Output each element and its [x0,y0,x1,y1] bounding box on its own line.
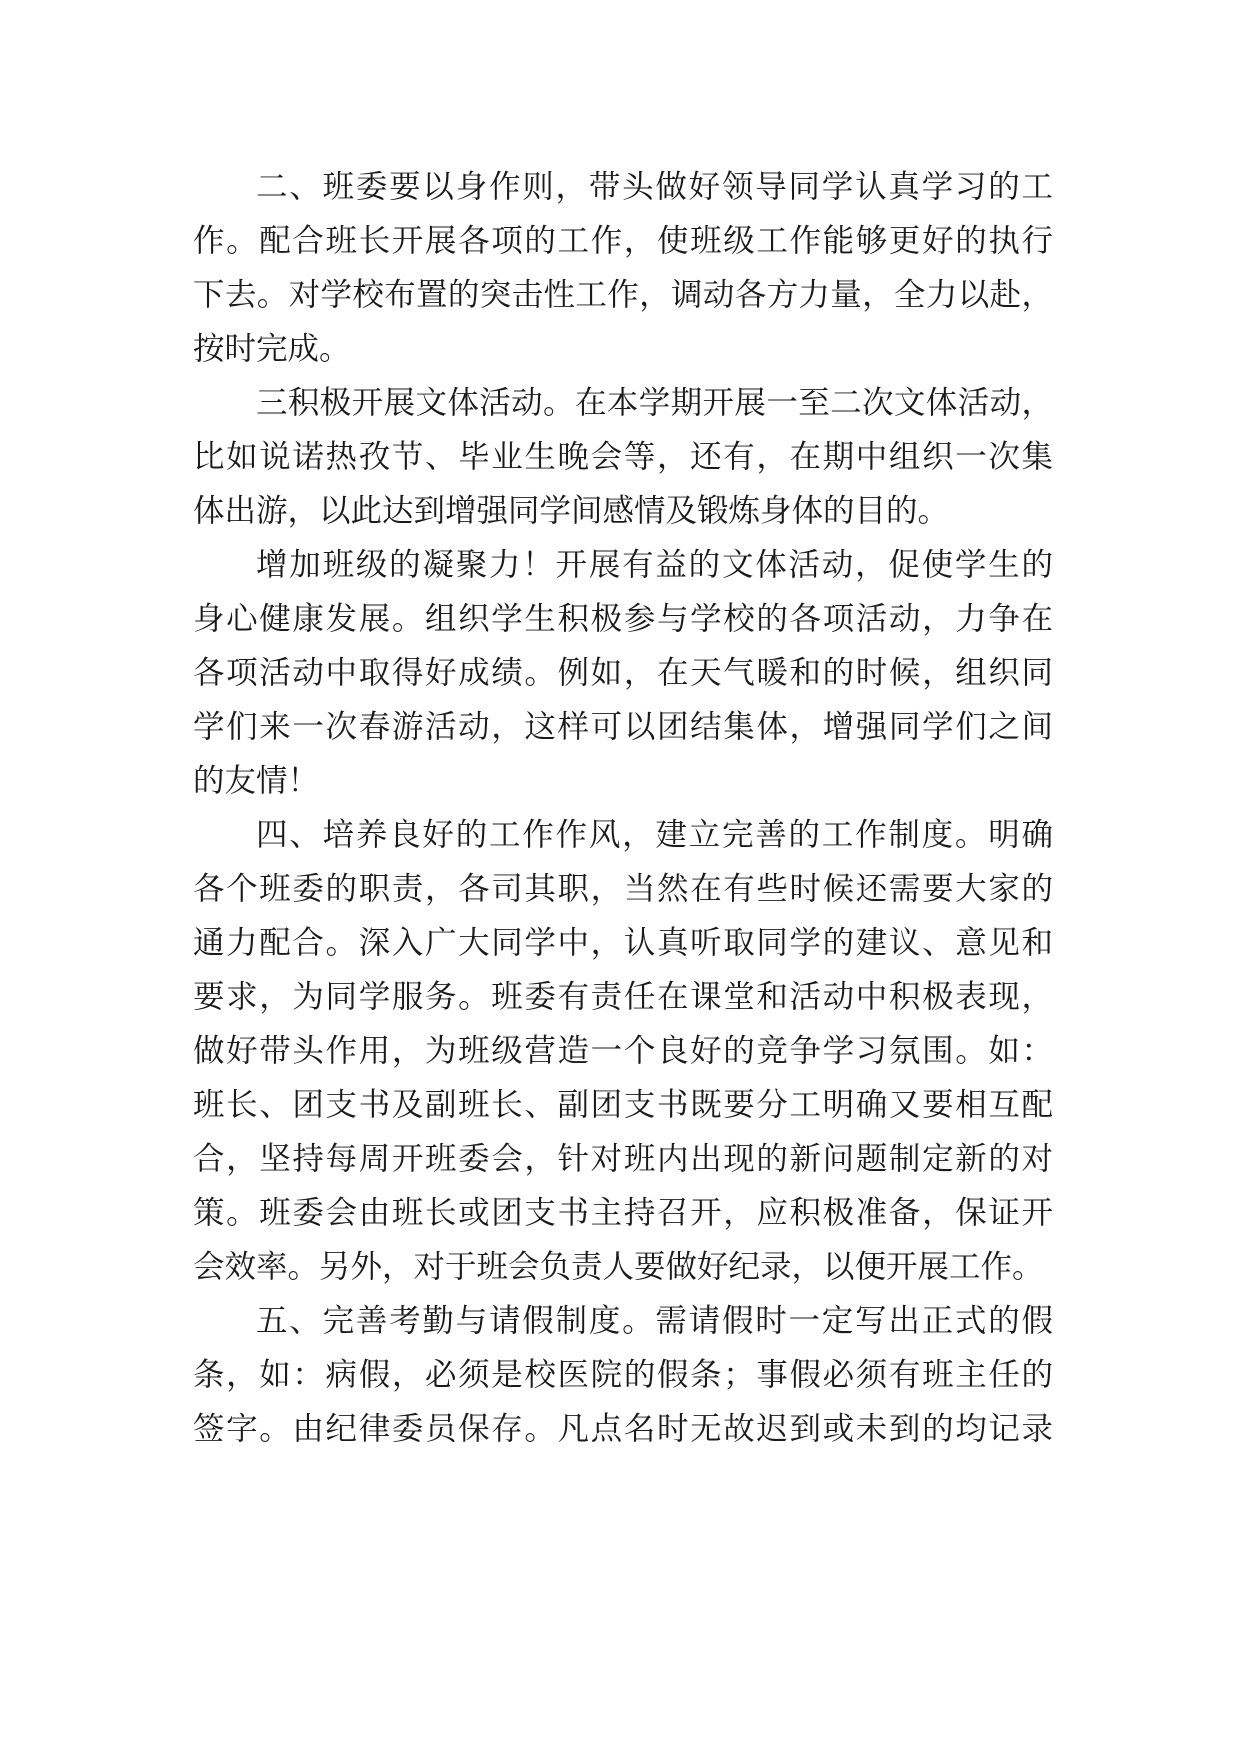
paragraph-4-line-3: 通力配合。深入广大同学中，认真听取同学的建议、意见和 [193,925,1053,961]
paragraph-4-line-6: 班长、团支书及副班长、副团支书既要分工明确又要相互配 [193,1087,1053,1123]
paragraph-4-line-9: 会效率。另外，对于班会负责人要做好纪录，以便开展工作。 [193,1249,1044,1285]
paragraph-5-line-3: 签字。由纪律委员保存。凡点名时无故迟到或未到的均记录 [193,1411,1053,1447]
paragraph-cohesion-line-2: 身心健康发展。组织学生积极参与学校的各项活动，力争在 [193,601,1053,637]
paragraph-cohesion-line-1: 增加班级的凝聚力！开展有益的文体活动，促使学生的 [256,547,1053,583]
paragraph-4-line-1: 四、培养良好的工作作风，建立完善的工作制度。明确 [256,817,1053,853]
paragraph-3-line-3: 体出游，以此达到增强同学间感情及锻炼身体的目的。 [193,493,950,529]
paragraph-5-line-1: 五、完善考勤与请假制度。需请假时一定写出正式的假 [256,1303,1053,1339]
paragraph-3-line-1: 三积极开展文体活动。在本学期开展一至二次文体活动， [256,385,1053,421]
paragraph-4-line-4: 要求，为同学服务。班委有责任在课堂和活动中积极表现， [193,979,1053,1015]
paragraph-cohesion-line-3: 各项活动中取得好成绩。例如，在天气暖和的时候，组织同 [193,655,1053,691]
paragraph-2-line-2: 作。配合班长开展各项的工作，使班级工作能够更好的执行 [193,223,1053,259]
paragraph-4-line-8: 策。班委会由班长或团支书主持召开，应积极准备，保证开 [193,1195,1053,1231]
paragraph-cohesion-line-4: 学们来一次春游活动，这样可以团结集体，增强同学们之间 [193,709,1053,745]
paragraph-4-line-7: 合，坚持每周开班委会，针对班内出现的新问题制定新的对 [193,1141,1053,1177]
paragraph-2-line-4: 按时完成。 [193,331,351,367]
paragraph-4-line-2: 各个班委的职责，各司其职，当然在有些时候还需要大家的 [193,871,1053,907]
paragraph-3-line-2: 比如说诺热孜节、毕业生晚会等，还有，在期中组织一次集 [193,439,1053,475]
paragraph-4-line-5: 做好带头作用，为班级营造一个良好的竞争学习氛围。如： [193,1033,1053,1069]
paragraph-cohesion-line-5: 的友情！ [193,763,320,799]
paragraph-2-line-1: 二、班委要以身作则，带头做好领导同学认真学习的工 [256,169,1053,205]
paragraph-5-line-2: 条，如：病假，必须是校医院的假条；事假必须有班主任的 [193,1357,1053,1393]
paragraph-2-line-3: 下去。对学校布置的突击性工作，调动各方力量，全力以赴， [193,277,1053,313]
